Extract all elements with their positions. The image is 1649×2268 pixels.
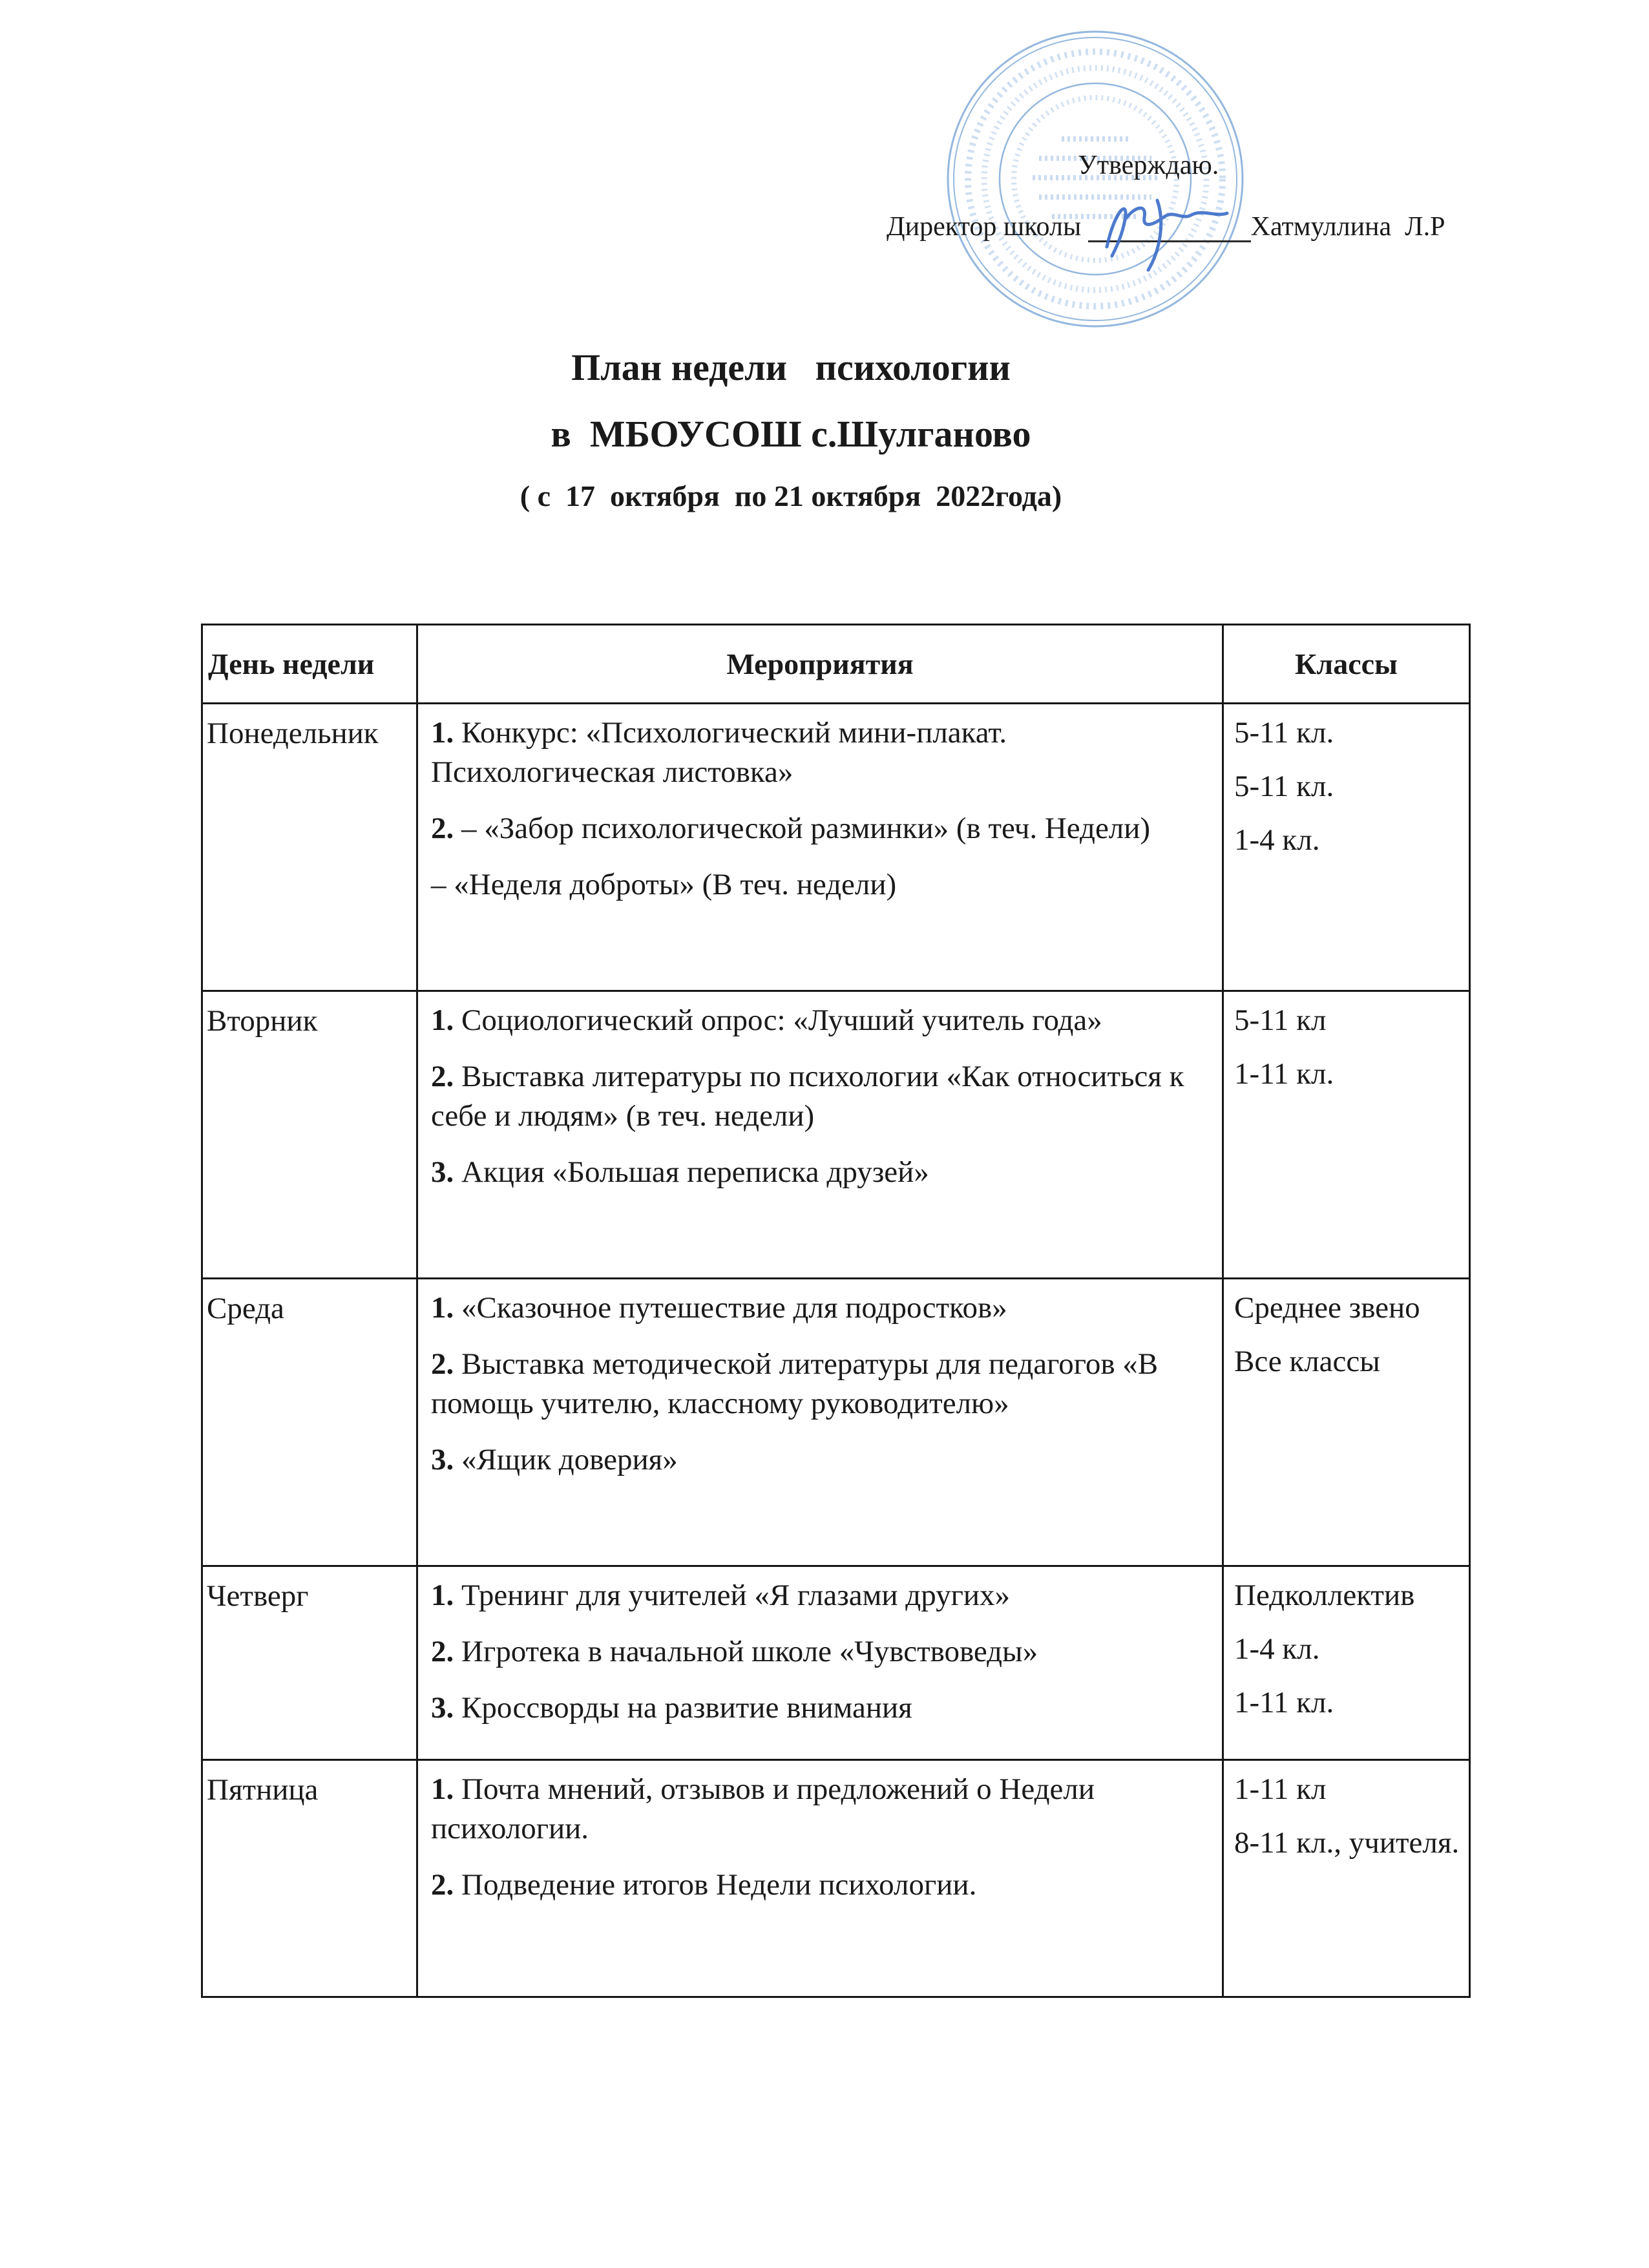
director-name: Хатмуллина Л.Р xyxy=(1250,212,1445,242)
table-row xyxy=(202,991,1470,1279)
activities-cell xyxy=(417,991,1223,1279)
table-header-row xyxy=(202,625,1470,704)
class-item: 1-11 кл. xyxy=(1234,1686,1334,1720)
class-item: 5-11 кл xyxy=(1234,1003,1327,1037)
day-cell: Четверг xyxy=(202,1566,417,1760)
classes-cell xyxy=(1223,1760,1470,1997)
classes-cell xyxy=(1223,991,1470,1279)
day-cell: Среда xyxy=(202,1279,417,1566)
activities-cell xyxy=(417,1566,1223,1760)
weekly-plan-table xyxy=(201,624,1471,1998)
table-row xyxy=(202,704,1470,991)
activity-item: 1. Социологический опрос: «Лучший учитель года» xyxy=(431,1003,1102,1037)
classes-cell xyxy=(1223,1279,1470,1566)
activity-item: 2. Выставка методической литературы для педагогов «В помощь учителю, классному руководителю» xyxy=(431,1347,1159,1421)
day-cell: Вторник xyxy=(202,991,417,1279)
date-range: ( с 17 октября по 21 октября 2022года) xyxy=(520,479,1062,512)
class-item: Педколлектив xyxy=(1234,1579,1415,1612)
activity-item: 1. «Сказочное путешествие для подростков» xyxy=(431,1291,1007,1325)
classes-cell xyxy=(1223,704,1470,991)
activity-item: 2. – «Забор психологической разминки» (в теч. Недели) xyxy=(431,812,1151,846)
activity-item: 2. Выставка литературы по психологии «Как относиться к себе и людям» (в теч. недели) xyxy=(431,1060,1184,1133)
classes-cell xyxy=(1223,1566,1470,1760)
class-item: 1-4 кл. xyxy=(1234,1632,1320,1666)
activity-item: 1. Конкурс: «Психологический мини-плакат. Психологическая листовка» xyxy=(431,716,1007,790)
class-item: 1-11 кл xyxy=(1234,1772,1327,1806)
header-activities: Мероприятия xyxy=(417,625,1223,704)
class-item: 5-11 кл. xyxy=(1234,716,1334,750)
activities-cell xyxy=(417,1279,1223,1566)
page-subtitle: в МБОУСОШ с.Шулганово xyxy=(551,413,1031,455)
class-item: Среднее звено xyxy=(1234,1291,1420,1325)
activity-item: 2. Игротека в начальной школе «Чувствоведы» xyxy=(431,1635,1038,1669)
activity-item: 2. Подведение итогов Недели психологии. xyxy=(431,1868,977,1902)
header-day: День недели xyxy=(202,625,417,704)
plan-table-body xyxy=(202,704,1470,1997)
director-signature-icon xyxy=(1095,191,1270,282)
class-item: 1-11 кл. xyxy=(1234,1057,1334,1091)
activity-item: 1. Почта мнений, отзывов и предложений о Недели психологии. xyxy=(431,1772,1095,1846)
director-prefix: Директор школы xyxy=(887,212,1088,242)
table-row xyxy=(202,1760,1470,1997)
activities-cell xyxy=(417,1760,1223,1997)
activity-item: 3. Акция «Большая переписка друзей» xyxy=(431,1155,929,1190)
class-item: 8-11 кл., учителя. xyxy=(1234,1826,1460,1860)
day-cell: Понедельник xyxy=(202,704,417,991)
activity-item: 3. «Ящик доверия» xyxy=(431,1443,678,1477)
class-item: 1-4 кл. xyxy=(1234,823,1320,857)
day-cell: Пятница xyxy=(202,1760,417,1997)
table-row xyxy=(202,1566,1470,1760)
approval-label: Утверждаю. xyxy=(1078,151,1219,180)
title-block xyxy=(0,346,1615,513)
page-title: План недели психологии xyxy=(571,346,1011,388)
activity-item: – «Неделя доброты» (В теч. недели) xyxy=(431,868,897,902)
header-classes: Классы xyxy=(1223,625,1470,704)
activity-item: 1. Тренинг для учителей «Я глазами других» xyxy=(431,1579,1011,1612)
class-item: 5-11 кл. xyxy=(1234,770,1334,804)
activity-item: 3. Кроссворды на развитие внимания xyxy=(431,1691,912,1725)
table-row xyxy=(202,1279,1470,1566)
class-item: Все классы xyxy=(1234,1345,1380,1379)
activities-cell xyxy=(417,704,1223,991)
